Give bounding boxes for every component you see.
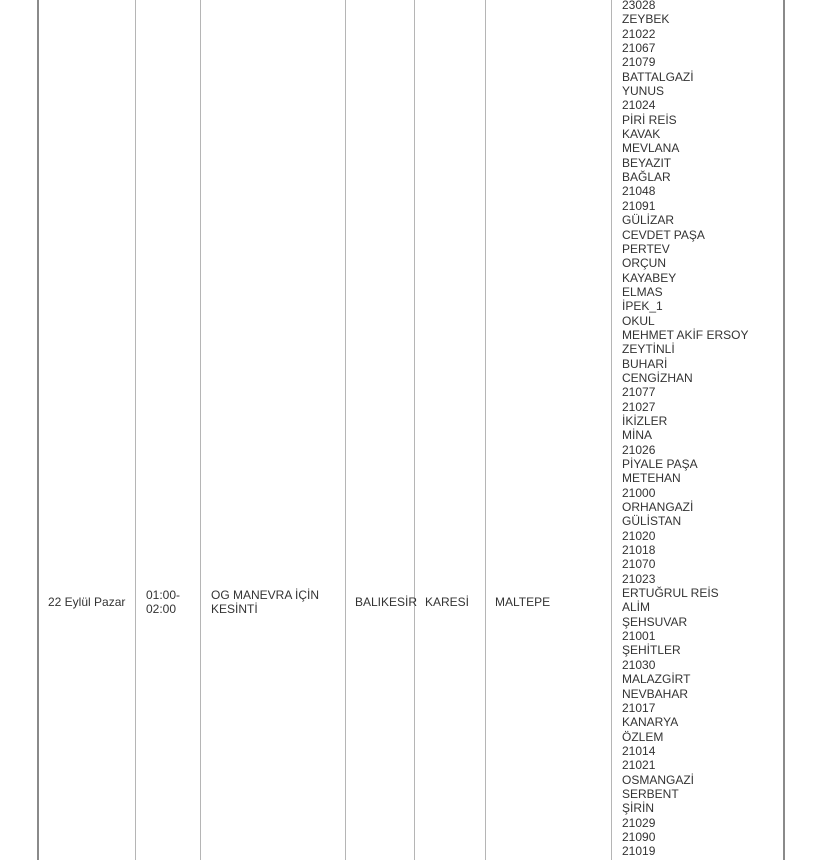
street-list-item: 21026	[622, 442, 656, 457]
street-list-item: METEHAN	[622, 471, 681, 486]
streets-cell	[622, 0, 782, 859]
street-list-item: ŞİRİN	[622, 801, 655, 816]
table-left-border	[37, 0, 39, 860]
street-list-item: 21000	[622, 485, 656, 500]
reason-cell	[211, 588, 319, 617]
street-list-item: MİNA	[622, 428, 652, 443]
street-list-item: 21024	[622, 98, 656, 113]
street-list-item: CENGİZHAN	[622, 370, 693, 385]
street-list-item: NEVBAHAR	[622, 686, 689, 701]
reason-line-1: OG MANEVRA İÇİN	[211, 588, 320, 602]
street-list-item: 21023	[622, 571, 656, 586]
street-list-item: MEHMET AKİF ERSOY	[622, 327, 749, 342]
street-list-item: 21019	[622, 844, 656, 859]
street-list-item: ALİM	[622, 600, 651, 615]
street-list-item: 21029	[622, 815, 656, 830]
street-list-item: PİRİ REİS	[622, 112, 677, 127]
street-list-item: 21091	[622, 198, 656, 213]
province-cell: BALIKESİR	[355, 595, 418, 609]
street-list-item: ZEYBEK	[622, 12, 670, 27]
street-list-item: İKİZLER	[622, 413, 668, 428]
neighborhood-cell: MALTEPE	[495, 595, 551, 609]
date-cell: 22 Eylül Pazar	[48, 595, 126, 609]
street-list-item: 21014	[622, 743, 656, 758]
street-list-item: İPEK_1	[622, 299, 663, 314]
street-list-item: BEYAZIT	[622, 155, 672, 170]
street-list-item: ZEYTİNLİ	[622, 342, 675, 357]
street-list-item: SERBENT	[622, 786, 679, 801]
column-divider	[485, 0, 486, 860]
street-list-item: BUHARİ	[622, 356, 668, 371]
street-list-item: ELMAS	[622, 284, 663, 299]
street-list-item: ŞEHİTLER	[622, 643, 681, 658]
street-list-item: ÖZLEM	[622, 729, 664, 744]
street-list-item: YUNUS	[622, 84, 665, 99]
street-list-item: 21079	[622, 55, 656, 70]
street-list-item: GÜLİSTAN	[622, 514, 682, 529]
district-cell: KARESİ	[425, 595, 470, 609]
column-divider	[200, 0, 201, 860]
street-list-item: GÜLİZAR	[622, 213, 675, 228]
street-list-item: KAVAK	[622, 127, 661, 142]
street-list-item: MEVLANA	[622, 141, 680, 156]
column-divider	[611, 0, 612, 860]
street-list-item: KAYABEY	[622, 270, 677, 285]
street-list-item: BATTALGAZİ	[622, 69, 694, 84]
column-divider	[414, 0, 415, 860]
street-list-item: BAĞLAR	[622, 170, 671, 185]
street-list-item: OKUL	[622, 313, 655, 328]
street-list-item: PİYALE PAŞA	[622, 457, 698, 471]
street-list-item: 21077	[622, 385, 656, 400]
street-list-item: ERTUĞRUL REİS	[622, 586, 719, 601]
street-list-item: 21027	[622, 399, 656, 414]
street-list-item: 21018	[622, 543, 656, 558]
street-list-item: OSMANGAZİ	[622, 772, 695, 787]
street-list-item: CEVDET PAŞA	[622, 227, 705, 242]
time-end: 02:00	[146, 602, 177, 617]
street-list-item: PERTEV	[622, 241, 670, 256]
street-list-item: 21090	[622, 829, 656, 844]
time-start: 01:00-	[146, 588, 181, 602]
street-list-item: ORHANGAZİ	[622, 500, 694, 515]
street-list-item: ORÇUN	[622, 256, 666, 271]
time-cell	[146, 588, 180, 617]
street-list-item: 21021	[622, 758, 656, 773]
street-list-item: KANARYA	[622, 715, 679, 730]
street-list-item: 21067	[622, 41, 656, 56]
street-list-item: 21030	[622, 657, 656, 672]
street-list-item: 21017	[622, 700, 656, 715]
street-list-item: 21048	[622, 184, 656, 199]
street-list-item: 21001	[622, 629, 656, 644]
street-list-item: MALAZGİRT	[622, 672, 691, 687]
street-list-item: ŞEHSUVAR	[622, 614, 688, 629]
column-divider	[135, 0, 136, 860]
street-list-item: 21022	[622, 26, 656, 41]
street-list-item: 21020	[622, 528, 656, 543]
street-list-item: 21070	[622, 557, 656, 572]
table-right-border	[783, 0, 785, 860]
column-divider	[345, 0, 346, 860]
street-list-item: 23028	[622, 0, 656, 12]
reason-line-2: KESİNTİ	[211, 602, 258, 617]
